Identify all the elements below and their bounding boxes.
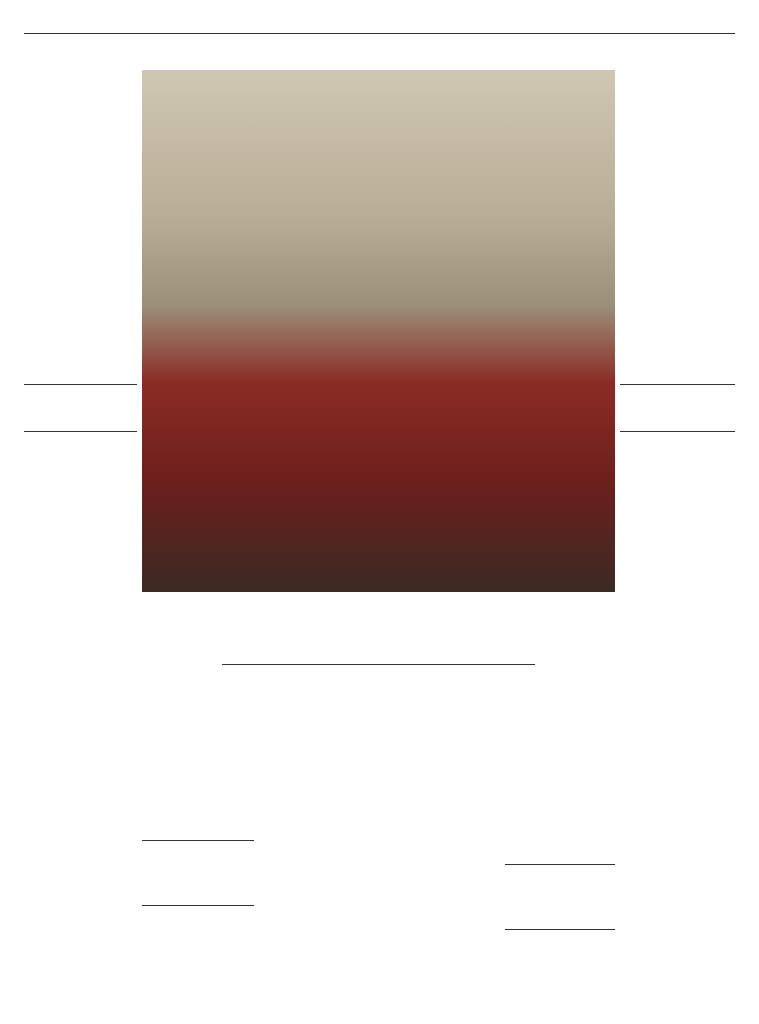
- pullquote-left: [24, 384, 137, 432]
- article-column-4: [384, 714, 496, 1010]
- article-column-3: [263, 714, 375, 1010]
- pullquote-center-left: [142, 840, 254, 906]
- article-column-right-bottom: [620, 436, 735, 1010]
- pullquote-right: [620, 384, 735, 432]
- headline: [142, 606, 615, 664]
- article-column-left-top: [24, 145, 137, 380]
- subheadline: [142, 666, 615, 710]
- page-header: [24, 14, 735, 34]
- lead-photo: [142, 70, 615, 592]
- article-column-5: [505, 714, 615, 1010]
- photo-caption: [142, 594, 615, 606]
- byline: [24, 124, 137, 142]
- headline-rule: [222, 664, 535, 665]
- article-column-right-top: [620, 124, 735, 380]
- article-column-left-bottom: [24, 436, 137, 1010]
